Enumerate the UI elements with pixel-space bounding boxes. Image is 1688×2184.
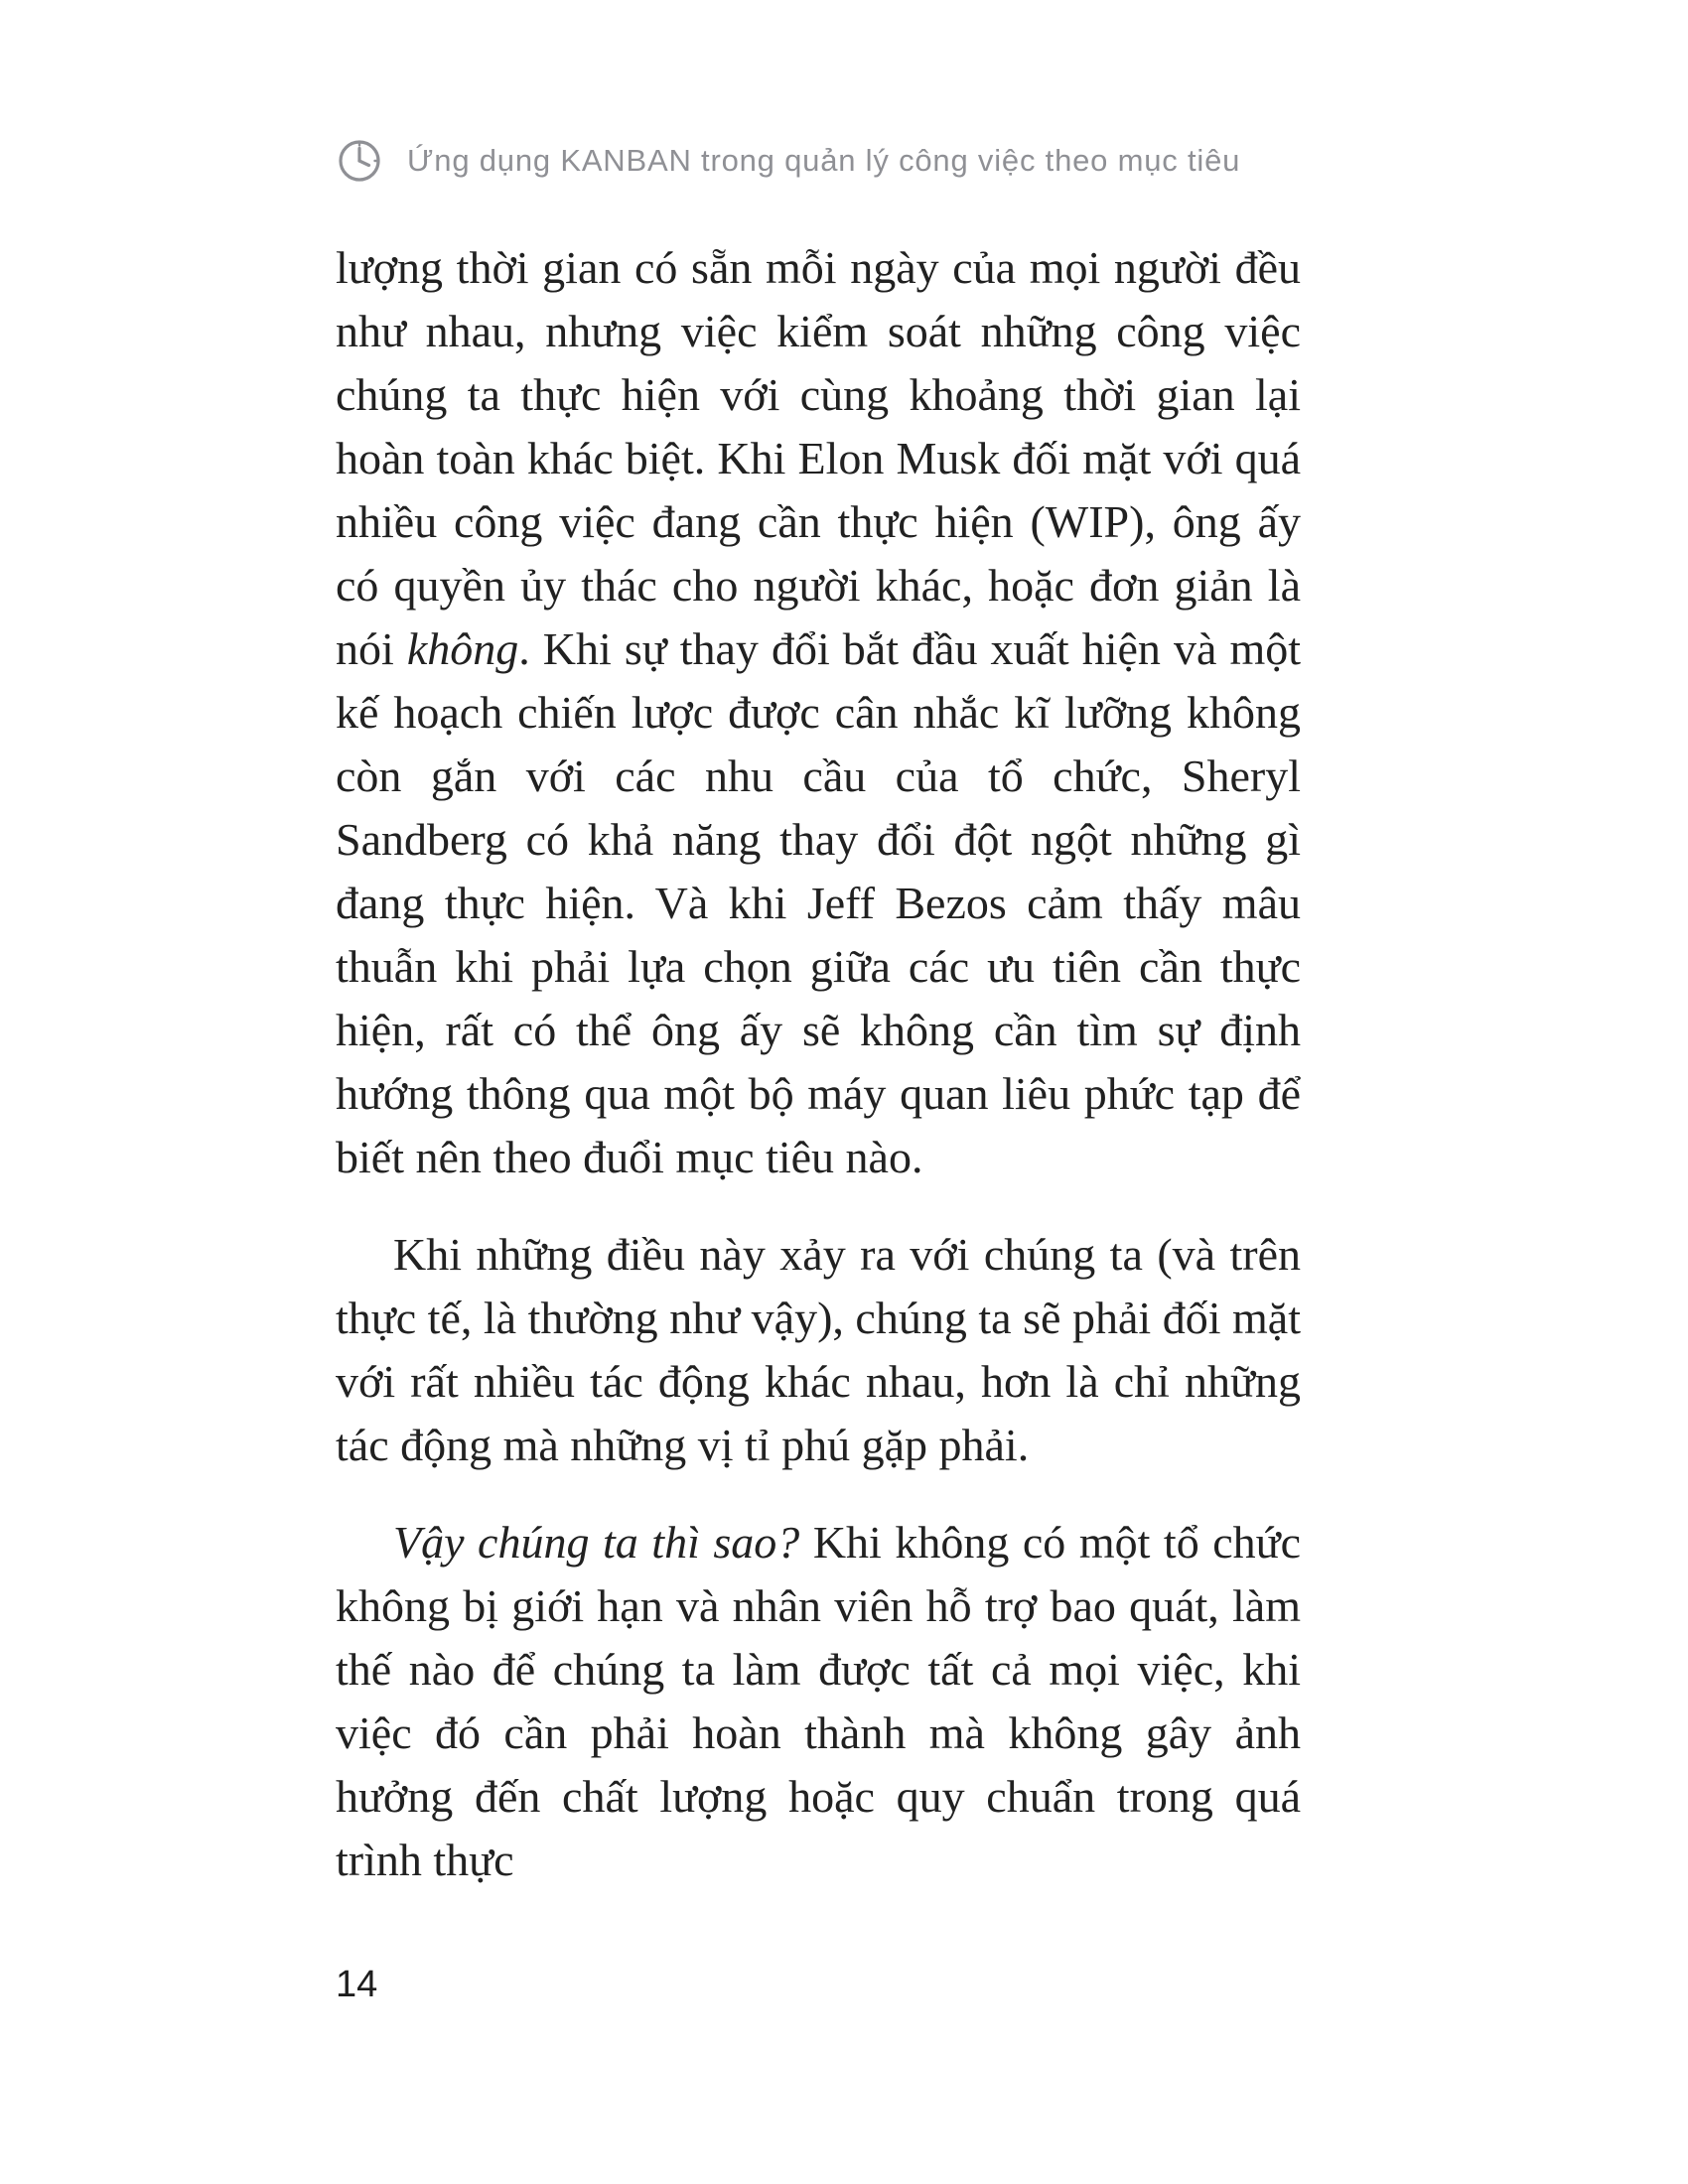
- paragraph: [336, 1511, 1301, 1892]
- body-text: [336, 236, 1301, 1892]
- page-number: 14: [336, 1964, 378, 2005]
- text-run: lượng thời gian có sẵn mỗi ngày của mọi người đều như nhau, nhưng việc kiểm soát những công việc chúng ta thực hiện với cùng khoảng thời gian lại hoàn toàn khác biệt. Khi Elon Musk đối mặt với quá nhiều công việc đang cần thực hiện (WIP), ông ấy có quyền ủy thác cho người khác, hoặc đơn giản là nói: [336, 242, 1301, 674]
- text-run: Khi những điều này xảy ra với chúng ta (và trên thực tế, là thường như vậy), chúng ta sẽ phải đối mặt với rất nhiều tác động khác nhau, hơn là chỉ những tác động mà những vị tỉ phú gặp phải.: [336, 1229, 1301, 1470]
- paragraph: [336, 236, 1301, 1189]
- header-title: Ứng dụng KANBAN trong quản lý công việc theo mục tiêu: [407, 143, 1241, 178]
- text-run: Vậy chúng ta thì sao?: [393, 1517, 800, 1568]
- paragraph: [336, 1223, 1301, 1477]
- text-run: không: [406, 623, 519, 674]
- text-run: Khi không có một tổ chức không bị giới hạn và nhân viên hỗ trợ bao quát, làm thế nào để chúng ta làm được tất cả mọi việc, khi việc đó cần phải hoàn thành mà không gây ảnh hưởng đến chất lượng hoặc quy chuẩn trong quá trình thực: [336, 1517, 1301, 1885]
- clock-icon: [336, 137, 383, 185]
- text-run: . Khi sự thay đổi bắt đầu xuất hiện và một kế hoạch chiến lược được cân nhắc kĩ lưỡng không còn gắn với các nhu cầu của tổ chức, Sheryl Sandberg có khả năng thay đổi đột ngột những gì đang thực hiện. Và khi Jeff Bezos cảm thấy mâu thuẫn khi phải lựa chọn giữa các ưu tiên cần thực hiện, rất có thể ông ấy sẽ không cần tìm sự định hướng thông qua một bộ máy quan liêu phức tạp để biết nên theo đuổi mục tiêu nào.: [336, 623, 1302, 1182]
- page-header: [336, 137, 1301, 185]
